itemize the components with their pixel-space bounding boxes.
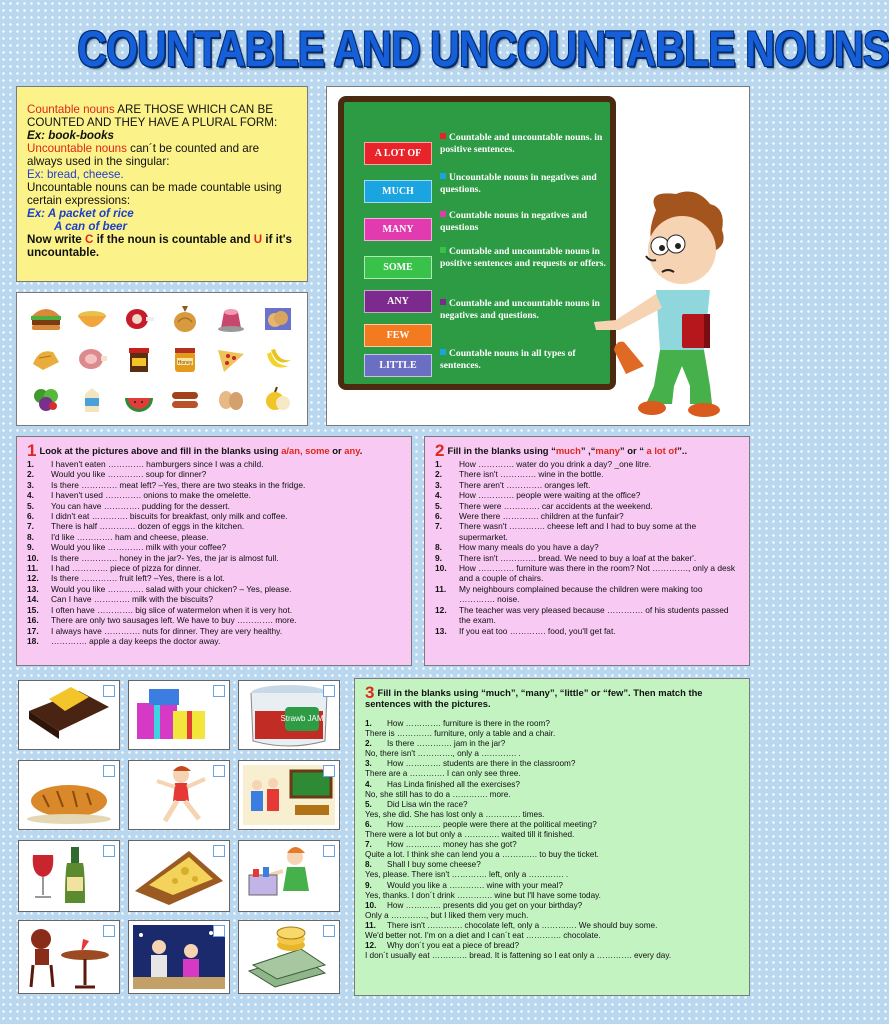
rules-countable-text: ARE THOSE WHICH CAN BE COUNTED AND THEY HAVE A PLURAL FORM: <box>27 103 278 129</box>
exercise-answer: No, there isn't …………., only a …………. . <box>365 749 521 759</box>
bullet-square-icon <box>440 299 446 305</box>
picture-wine[interactable] <box>18 840 120 912</box>
exercise-3 <box>354 678 750 996</box>
exercise-item: 8. How many meals do you have a day? <box>435 542 599 553</box>
bullet-square-icon <box>440 211 446 217</box>
exercise-answer: There are a …………. I can only see three. <box>365 769 521 779</box>
exercise-item: 13. Would you like …………. salad with your chicken? – Yes, please. <box>27 583 292 594</box>
bread-icon <box>23 339 69 379</box>
exercise-item: 5. You can have …………. pudding for the dessert. <box>27 500 230 511</box>
exercise-item: 16. There are only two sausages left. We have to buy …………. more. <box>27 615 297 626</box>
exercise-item: 17. I always have …………. nuts for dinner. They are very healthy. <box>27 625 283 636</box>
exercise-item: 6. I didn't eat …………. biscuits for breakfast, only milk and coffee. <box>27 511 288 522</box>
exercise-item: 11. My neighbours complained because the children were making too …………. noise. <box>435 583 703 605</box>
hamburger-icon <box>23 299 69 339</box>
picture-gifts[interactable] <box>128 680 230 750</box>
quantifier-description: Countable nouns in negatives and questions <box>440 210 588 233</box>
exercise-question: 5. Did Lisa win the race? <box>365 799 468 809</box>
answer-checkbox[interactable] <box>103 685 115 697</box>
answer-checkbox[interactable] <box>103 765 115 777</box>
bananas-icon <box>255 339 301 379</box>
answer-checkbox[interactable] <box>213 925 225 937</box>
answer-checkbox[interactable] <box>323 845 335 857</box>
exercise-item: 8. I'd like …………. ham and cheese, please. <box>27 531 209 542</box>
exercise-1-heading: 1 Look at the pictures above and fill in the blanks using a/an, some or any. <box>27 441 363 460</box>
onion-icon <box>162 299 208 339</box>
rules-instruction: Now write C if the noun is countable and U if it's uncountable. <box>27 233 292 259</box>
exercise-answer: Yes, please. There isn't …………. left, only a …………. . <box>365 870 569 880</box>
exercise-item: 13. If you eat too …………. food, you'll get fat. <box>435 625 616 636</box>
rules-countable-expressions: Uncountable nouns can be made countable using certain expressions: <box>27 181 282 207</box>
exercise-2 <box>424 436 750 666</box>
answer-checkbox[interactable] <box>103 845 115 857</box>
rules-example-2-words: bread, cheese. <box>46 168 124 181</box>
quantifier-description: Countable and uncountable nouns in negatives and questions. <box>440 298 600 321</box>
exercise-item: 3. There aren't …………. oranges left. <box>435 479 591 490</box>
exercise-item: 10. Is there …………. honey in the jar?- Yes, the jar is almost full. <box>27 552 279 563</box>
picture-woman-shopping[interactable] <box>238 840 340 912</box>
picture-classroom[interactable] <box>238 760 340 830</box>
exercise-item: 12. The teacher was very pleased because …………. of his students passed the exam. <box>435 604 729 626</box>
exercise-question: 12. Why don´t you eat a piece of bread? <box>365 941 519 951</box>
exercise-question: 11. There isn't …………. chocolate left, only a …………. We should buy some. <box>365 920 658 930</box>
apple-icon <box>255 379 301 419</box>
boy-with-book-illustration <box>586 190 746 422</box>
picture-jam[interactable] <box>238 680 340 750</box>
picture-cheese[interactable] <box>128 840 230 912</box>
exercise-item: 10. How …………. furniture was there in the room? Not …………., only a desk and a couple of chairs. <box>435 563 736 584</box>
exercise-answer: There were a lot but only a …………. waited till it finished. <box>365 830 575 840</box>
page-title: COUNTABLE AND UNCOUNTABLE NOUNS <box>77 21 889 77</box>
blackboard <box>338 96 616 390</box>
food-pictures-grid <box>16 292 308 426</box>
bullet-square-icon <box>440 349 446 355</box>
picture-furniture[interactable] <box>18 920 120 994</box>
quantifier-description: Uncountable nouns in negatives and questions. <box>440 172 597 195</box>
picture-running-girl[interactable] <box>128 760 230 830</box>
bullet-square-icon <box>440 173 446 179</box>
milk-carton-icon <box>69 379 115 419</box>
quantifier-description: Countable nouns in all types of sentences. <box>440 348 576 371</box>
quantifier-description: Countable and uncountable nouns. in positive sentences. <box>440 132 603 155</box>
pizza-icon <box>208 339 254 379</box>
answer-checkbox[interactable] <box>323 685 335 697</box>
salad-icon <box>23 379 69 419</box>
biscuits-icon <box>255 299 301 339</box>
exercise-question: 8. Shall I buy some cheese? <box>365 860 481 870</box>
picture-bread[interactable] <box>18 760 120 830</box>
rules-example-3b: A can of beer <box>54 220 128 233</box>
exercise-question: 3. How …………. students are there in the classroom? <box>365 759 576 769</box>
exercise-3-list <box>365 719 739 961</box>
picture-money[interactable] <box>238 920 340 994</box>
exercise-answer: Quite a lot. I think she can lend you a …………. to buy the ticket. <box>365 850 599 860</box>
exercise-item: 15. I often have …………. big slice of watermelon when it is very hot. <box>27 604 293 615</box>
quantifier-tag-many: MANY <box>364 218 432 241</box>
rules-example-3a: Ex: A packet of rice <box>27 207 134 220</box>
exercise-item: 9. Would you like …………. milk with your coffee? <box>27 542 227 553</box>
ham-icon <box>69 339 115 379</box>
pudding-icon <box>208 299 254 339</box>
rules-example-2-prefix: Ex: <box>27 168 47 181</box>
rules-uncountable-text: can´t be counted and are always used in the singular: <box>27 142 260 168</box>
exercise-item: 6. Were there …………. children at the funfair? <box>435 511 624 522</box>
exercise-question: 9. Would you like a …………. wine with your meal? <box>365 880 563 890</box>
sausages-icon <box>162 379 208 419</box>
rules-uncountable-term: Uncountable nouns <box>27 142 127 155</box>
exercise-answer: No, she still has to do a …………. more. <box>365 789 511 799</box>
exercise-3-heading: 3 Fill in the blanks using “much”, “many”, “little” or “few”. Then match the sentences with the pictures. <box>365 683 703 709</box>
soup-bowl-icon <box>69 299 115 339</box>
quantifier-tag-any: ANY <box>364 290 432 313</box>
exercise-item: 1. How …………. water do you drink a day? _one litre. <box>435 459 652 469</box>
quantifier-tag-few: FEW <box>364 324 432 347</box>
answer-checkbox[interactable] <box>323 765 335 777</box>
exercise-item: 18. …………. apple a day keeps the doctor away. <box>27 635 221 646</box>
rules-example-1: Ex: book-books <box>27 129 114 142</box>
exercise-answer: I don´t usually eat …………. bread. It is fattening so I eat only a …………. every day. <box>365 951 672 961</box>
exercise-item: 3. Is there …………. meat left? –Yes, there are two steaks in the fridge. <box>27 479 306 490</box>
exercise-question: 7. How …………. money has she got? <box>365 840 517 850</box>
eggs-icon <box>208 379 254 419</box>
exercise-item: 11. I had …………. piece of pizza for dinner. <box>27 563 201 574</box>
exercise-item: 4. I haven't used …………. onions to make the omelette. <box>27 490 251 501</box>
exercise-item: 9. There isn't …………. bread. We need to buy a loaf at the baker'. <box>435 552 697 563</box>
picture-meeting[interactable] <box>128 920 230 994</box>
exercise-question: 2. Is there …………. jam in the jar? <box>365 739 506 749</box>
coffee-jar-icon <box>116 339 162 379</box>
exercise-1-list <box>27 459 401 646</box>
bullet-square-icon <box>440 133 446 139</box>
watermelon-icon <box>116 379 162 419</box>
exercise-answer: Yes, she did. She has lost only a …………. times. <box>365 809 545 819</box>
exercise-item: 1. I haven't eaten …………. hamburgers since I was a child. <box>27 459 264 469</box>
exercise-item: 2. There isn't …………. wine in the bottle. <box>435 469 604 480</box>
answer-checkbox[interactable] <box>213 845 225 857</box>
exercise-2-list <box>435 459 739 636</box>
exercise-item: 4. How …………. people were waiting at the office? <box>435 490 641 501</box>
answer-checkbox[interactable] <box>323 925 335 937</box>
exercise-question: 10. How …………. presents did you get on your birthday? <box>365 900 583 910</box>
exercise-item: 7. There wasn't …………. cheese left and I had to buy some at the supermarket. <box>435 521 697 542</box>
svg-text:Honey: Honey <box>177 360 193 366</box>
answer-checkbox[interactable] <box>103 925 115 937</box>
svg-text:Strawb JAM: Strawb JAM <box>280 714 324 723</box>
quantifier-description: Countable and uncountable nouns in positive sentences and requests or offers. <box>440 246 606 269</box>
bullet-square-icon <box>440 247 446 253</box>
answer-checkbox[interactable] <box>213 685 225 697</box>
quantifier-tag-much: MUCH <box>364 180 432 203</box>
exercise-1 <box>16 436 412 666</box>
picture-chocolate[interactable] <box>18 680 120 750</box>
meat-icon <box>116 299 162 339</box>
exercise-answer: There is …………. furniture, only a table and a chair. <box>365 729 556 739</box>
exercise-answer: Only a …………., but I liked them very much. <box>365 910 529 920</box>
exercise-question: 4. Has Linda finished all the exercises? <box>365 779 520 789</box>
exercise-question: 1. How …………. furniture is there in the room? <box>365 719 550 728</box>
exercise-item: 12. Is there …………. fruit left? –Yes, there is a lot. <box>27 573 225 584</box>
exercise-item: 14. Can I have …………. milk with the biscuits? <box>27 594 213 605</box>
quantifier-tag-little: LITTLE <box>364 354 432 377</box>
answer-checkbox[interactable] <box>213 765 225 777</box>
quantifier-tag-some: SOME <box>364 256 432 279</box>
exercise-item: 2. Would you like …………. soup for dinner? <box>27 469 207 480</box>
exercise-answer: Yes, thanks. I don´t drink …………. wine but I'll have some today. <box>365 890 601 900</box>
exercise-item: 5. There were …………. car accidents at the weekend. <box>435 500 653 511</box>
exercise-item: 7. There is half …………. dozen of eggs in the kitchen. <box>27 521 245 532</box>
exercise-2-heading: 2 Fill in the blanks using “much” ,“many” or “ a lot of”.. <box>435 441 688 460</box>
exercise-answer: We'd better not. I'm on a diet and I can´t eat …………. chocolate. <box>365 930 601 940</box>
rules-countable-term: Countable nouns <box>27 103 115 116</box>
rules-box <box>16 86 308 282</box>
exercise-question: 6. How …………. people were there at the political meeting? <box>365 819 597 829</box>
honey-jar-icon <box>162 339 208 379</box>
quantifier-tag-a-lot-of: A LOT OF <box>364 142 432 165</box>
